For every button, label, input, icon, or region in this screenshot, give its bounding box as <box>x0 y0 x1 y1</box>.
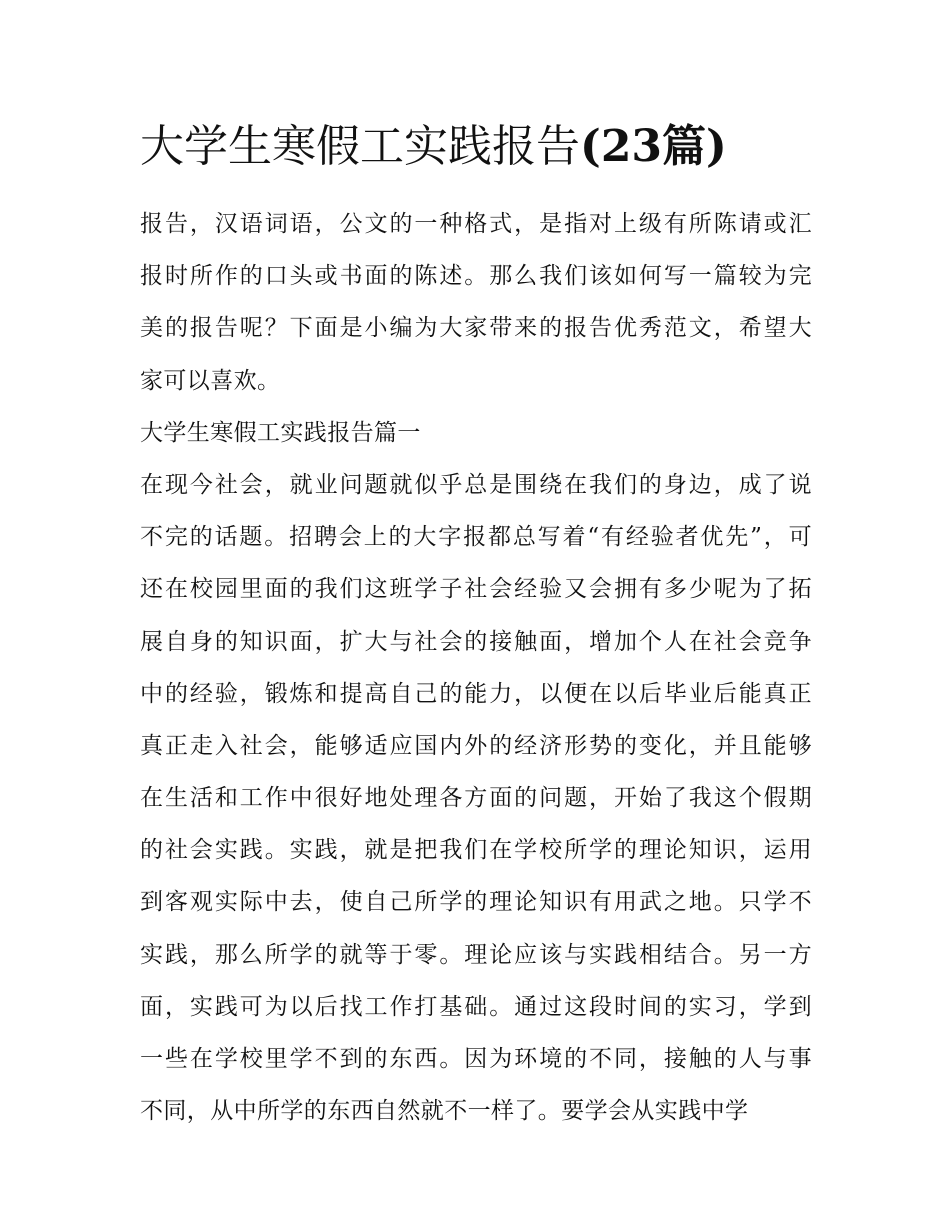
section-line: 不完的话题。招聘会上的大字报都总写着“有经验者优先”，可 <box>140 524 812 551</box>
section-line: 实践，那么所学的就等于零。理论应该与实践相结合。另一方 <box>140 941 812 968</box>
section-line: 中的经验，锻炼和提高自己的能力，以便在以后毕业后能真正 <box>140 680 812 707</box>
intro-line: 家可以喜欢。 <box>140 367 281 394</box>
section-line: 到客观实际中去，使自己所学的理论知识有用武之地。只学不 <box>140 889 812 916</box>
section-line: 真正走入社会，能够适应国内外的经济形势的变化，并且能够 <box>140 732 812 759</box>
section-line: 一些在学校里学不到的东西。因为环境的不同，接触的人与事 <box>140 1046 812 1072</box>
document-body <box>140 198 812 1137</box>
section-line: 还在校园里面的我们这班学子社会经验又会拥有多少呢为了拓 <box>140 576 812 603</box>
section-heading: 大学生寒假工实践报告篇一 <box>140 419 421 446</box>
intro-line: 报时所作的口头或书面的陈述。那么我们该如何写一篇较为完 <box>140 263 812 290</box>
document-title <box>140 112 840 182</box>
section-line: 面，实践可为以后找工作打基础。通过这段时间的实习，学到 <box>140 993 812 1020</box>
intro-line: 美的报告呢？下面是小编为大家带来的报告优秀范文，希望大 <box>140 315 812 342</box>
document-title-count: (23篇) <box>580 121 727 172</box>
section-line: 不同，从中所学的东西自然就不一样了。要学会从实践中学 <box>140 1098 749 1125</box>
document-title-main: 大学生寒假工实践报告 <box>140 121 580 172</box>
section-line: 在现今社会，就业问题就似乎总是围绕在我们的身边，成了说 <box>140 471 812 498</box>
intro-line: 报告，汉语词语，公文的一种格式，是指对上级有所陈请或汇 <box>140 211 812 237</box>
section-line: 在生活和工作中很好地处理各方面的问题，开始了我这个假期 <box>140 785 812 812</box>
section-line: 的社会实践。实践，就是把我们在学校所学的理论知识，运用 <box>140 837 812 864</box>
section-line: 展自身的知识面，扩大与社会的接触面，增加个人在社会竞争 <box>140 628 812 655</box>
